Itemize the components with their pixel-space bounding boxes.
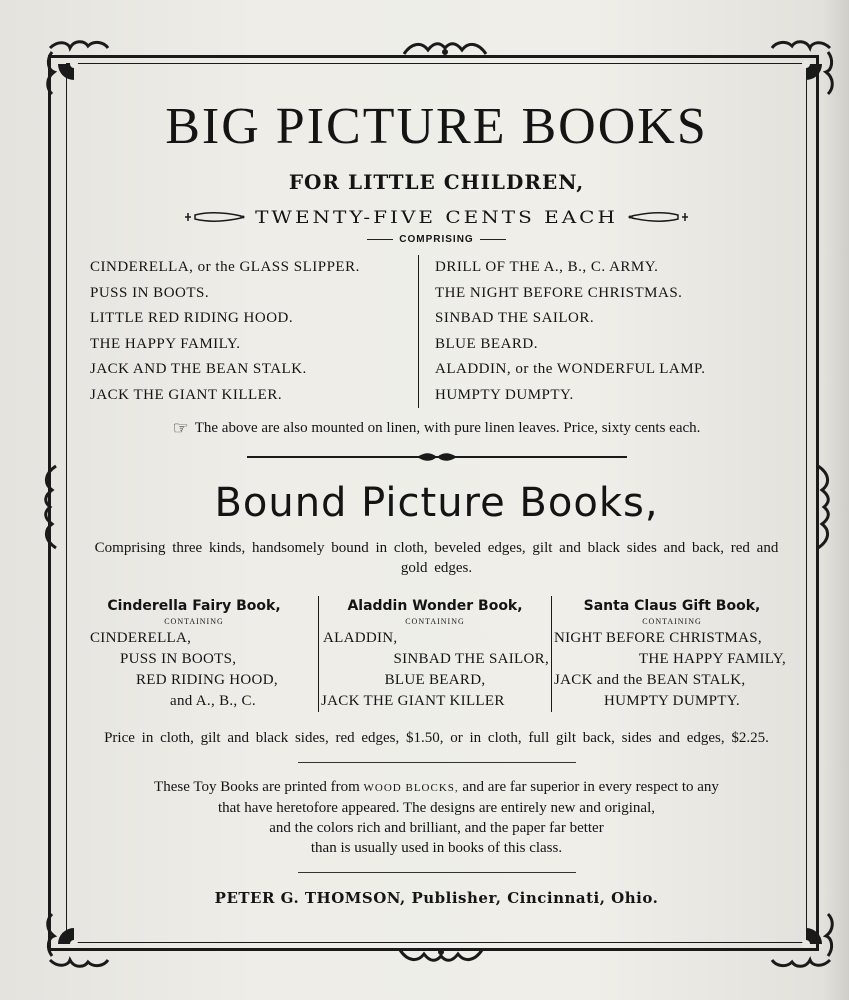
book-title: Santa Claus Gift Book,: [583, 598, 761, 614]
list-item: NIGHT BEFORE CHRISTMAS,: [554, 630, 762, 646]
edge-ornament-bottom: [396, 944, 486, 968]
publisher-line: PETER G. THOMSON, Publisher, Cincinnati, Ohio.: [214, 889, 659, 907]
book-title: Cinderella Fairy Book,: [107, 598, 281, 614]
comprising-label: COMPRISING: [70, 234, 803, 245]
list-item: THE NIGHT BEFORE CHRISTMAS.: [435, 284, 683, 301]
list-item: CINDERELLA,: [90, 630, 192, 646]
right-book-list: [419, 255, 706, 408]
list-item: JACK AND THE BEAN STALK.: [90, 361, 307, 377]
list-item: PUSS IN BOOTS,: [120, 651, 237, 667]
pointing-hand-icon: ☞: [172, 418, 189, 438]
book-column-santa-claus: [552, 596, 792, 712]
book-column-cinderella: [70, 596, 319, 712]
list-item: LITTLE RED RIDING HOOD.: [90, 310, 294, 326]
book-list-columns: [70, 255, 803, 408]
containing-label: CONTAINING: [405, 617, 465, 626]
list-item: SINBAD THE SAILOR.: [435, 310, 595, 326]
list-item: RED RIDING HOOD,: [136, 672, 278, 688]
book-column-aladdin: [319, 596, 552, 712]
containing-label: CONTAINING: [164, 617, 224, 626]
list-item: THE HAPPY FAMILY.: [90, 335, 241, 352]
list-item: HUMPTY DUMPTY.: [435, 386, 574, 403]
corner-ornament-bottom-left: [44, 908, 114, 970]
list-item: ALADDIN,: [323, 630, 398, 646]
list-item: JACK and the BEAN STALK,: [554, 672, 746, 688]
corner-ornament-bottom-right: [766, 908, 836, 970]
list-item: PUSS IN BOOTS.: [90, 284, 210, 301]
list-item: JACK THE GIANT KILLER.: [90, 386, 283, 403]
list-item: DRILL OF THE A., B., C. ARMY.: [435, 259, 659, 275]
price-each-line: [70, 206, 803, 228]
book-title: Aladdin Wonder Book,: [347, 598, 523, 614]
edge-ornament-left: [40, 462, 64, 552]
containing-label: CONTAINING: [642, 617, 702, 626]
bound-book-columns: [70, 596, 803, 712]
list-item: THE HAPPY FAMILY,: [638, 651, 786, 667]
content: [70, 88, 803, 907]
edge-ornament-top: [400, 38, 490, 60]
list-item: and A., B., C.: [170, 693, 256, 709]
price-each-text: TWENTY-FIVE CENTS EACH: [255, 206, 618, 228]
bound-books-description: Comprising three kinds, handsomely bound in cloth, beveled edges, gilt and black sides and back, red and gold edges.: [94, 540, 779, 576]
list-item: BLUE BEARD.: [435, 335, 538, 352]
bound-books-title: Bound Picture Books,: [214, 480, 659, 526]
list-item: SINBAD THE SAILOR,: [393, 651, 549, 667]
divider-rule: [298, 872, 576, 873]
right-flourish-icon: [628, 210, 690, 224]
cloth-price-note: Price in cloth, gilt and black sides, red edges, $1.50, or in cloth, full gilt back, sides and edges, $2.25.: [104, 730, 769, 746]
list-item: ALADDIN, or the WONDERFUL LAMP.: [435, 361, 706, 377]
list-item: JACK THE GIANT KILLER: [321, 693, 505, 709]
page-title: BIG PICTURE BOOKS: [165, 98, 708, 155]
subtitle: FOR LITTLE CHILDREN,: [288, 170, 585, 194]
list-item: CINDERELLA, or the GLASS SLIPPER.: [90, 259, 360, 275]
list-item: BLUE BEARD,: [384, 672, 486, 688]
divider-rule: [298, 762, 576, 763]
left-flourish-icon: [183, 210, 245, 224]
left-book-list: [70, 255, 419, 408]
toy-books-note: These Toy Books are printed from WOOD BLOCKS, and are far superior in every respect to any that have heretofore appeared. The designs are entirely new and original, and the colors rich and brilliant, and the paper far better than is usually used in books of this class.: [154, 779, 719, 856]
list-item: HUMPTY DUMPTY.: [604, 693, 740, 709]
mounted-note: ☞ The above are also mounted on linen, with pure linen leaves. Price, sixty cents each.: [172, 418, 701, 438]
section-divider: [237, 451, 637, 463]
edge-ornament-right: [810, 462, 834, 552]
